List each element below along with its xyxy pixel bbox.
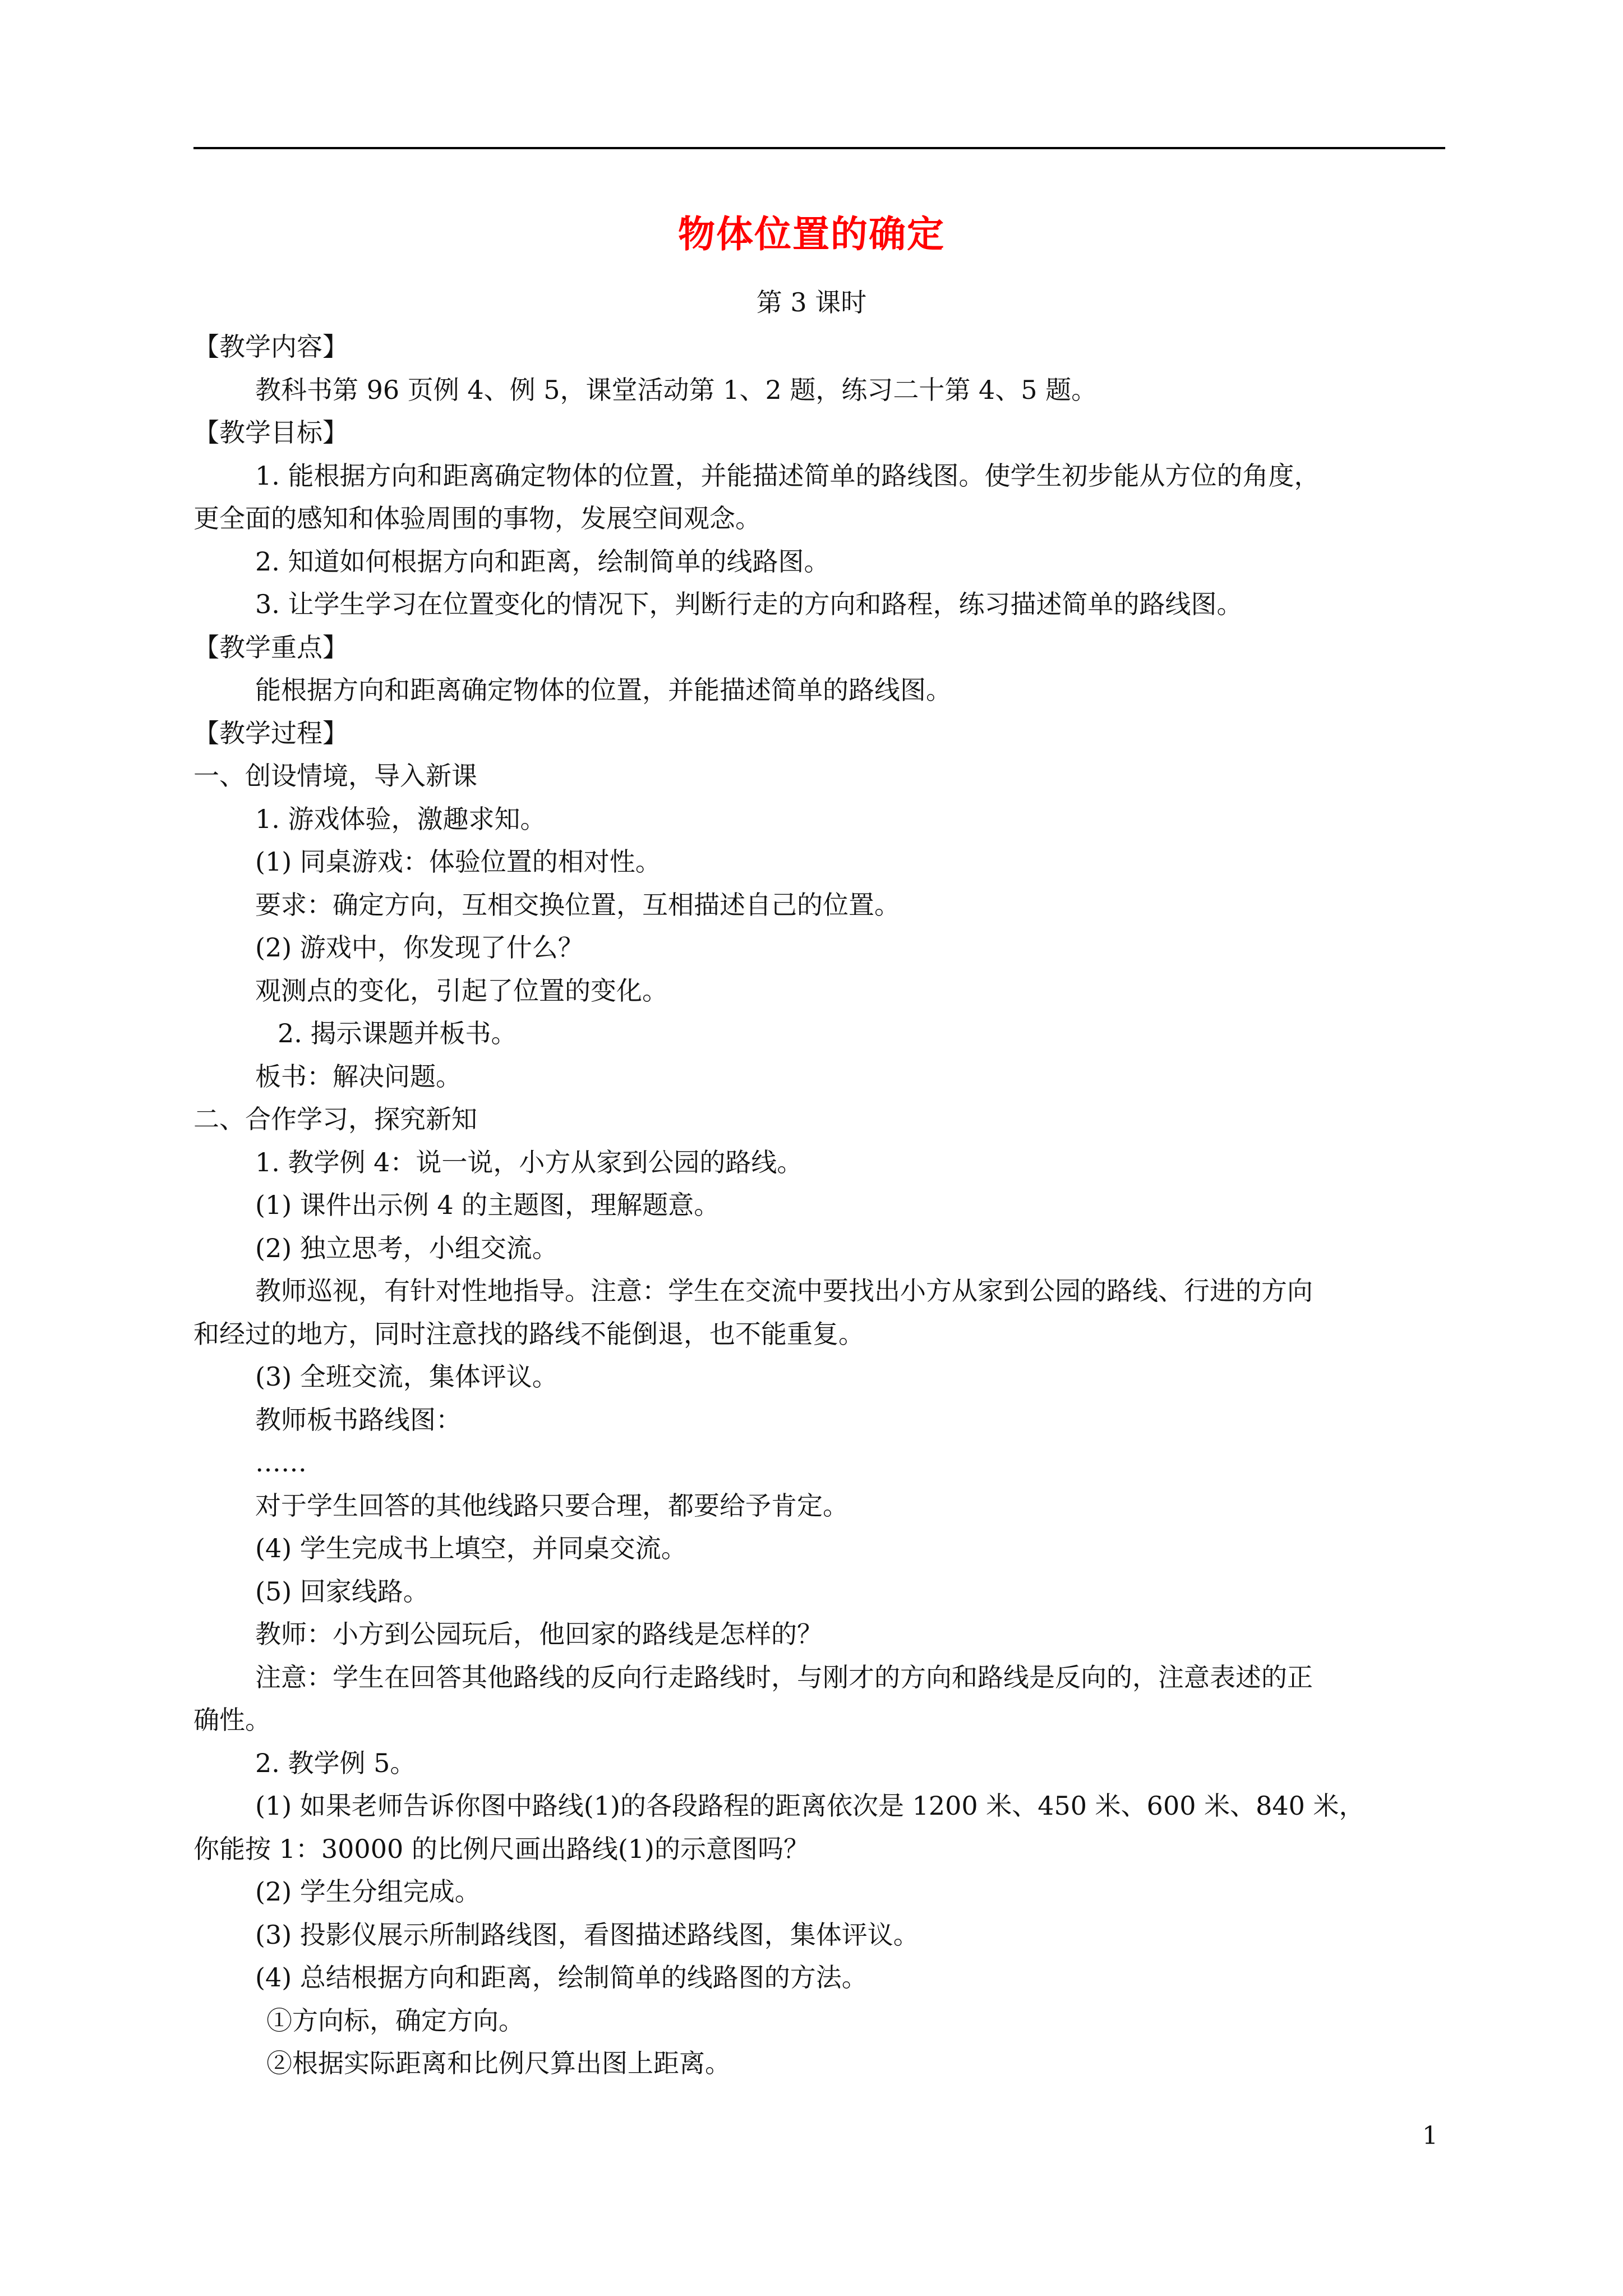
text-line: 你能按 1：30000 的比例尺画出路线(1)的示意图吗？ (193, 1833, 810, 1864)
text-line: 【教学目标】 (193, 417, 348, 448)
text-line: 1. 能根据方向和距离确定物体的位置，并能描述简单的路线图。使学生初步能从方位的角度， (255, 460, 1320, 491)
text-line: (4) 学生完成书上填空，并同桌交流。 (255, 1533, 687, 1563)
text-line: (5) 回家线路。 (255, 1576, 429, 1607)
text-line: (1) 如果老师告诉你图中路线(1)的各段路程的距离依次是 1200 米、450 米、600 米、840 米， (255, 1791, 1365, 1821)
document-title: 物体位置的确定 (678, 212, 945, 256)
text-line: 能根据方向和距离确定物体的位置，并能描述简单的路线图。 (255, 675, 952, 705)
text-line: 1. 游戏体验，激趣求知。 (255, 803, 546, 834)
text-line: 教科书第 96 页例 4、例 5，课堂活动第 1、2 题，练习二十第 4、5 题。 (255, 374, 1098, 405)
text-line: 和经过的地方，同时注意找的路线不能倒退，也不能重复。 (193, 1318, 864, 1349)
text-line: 一、创设情境，导入新课 (193, 761, 477, 791)
text-line: 注意：学生在回答其他路线的反向行走路线时，与刚才的方向和路线是反向的，注意表述的正 (255, 1662, 1313, 1692)
text-line: ②根据实际距离和比例尺算出图上距离。 (266, 2048, 731, 2078)
text-line: 2. 知道如何根据方向和距离，绘制简单的线路图。 (255, 546, 830, 577)
text-line: 更全面的感知和体验周围的事物，发展空间观念。 (193, 503, 761, 533)
text-line: 3. 让学生学习在位置变化的情况下，判断行走的方向和路程，练习描述简单的路线图。 (255, 589, 1243, 619)
text-line: (3) 全班交流，集体评议。 (255, 1361, 558, 1392)
text-line: 【教学重点】 (193, 632, 348, 662)
text-line: 要求：确定方向，互相交换位置，互相描述自己的位置。 (255, 889, 900, 920)
text-line: 2. 揭示课题并板书。 (278, 1018, 517, 1048)
text-line: (2) 学生分组完成。 (255, 1876, 481, 1907)
text-line: 教师：小方到公园玩后，他回家的路线是怎样的？ (255, 1619, 823, 1649)
text-line: (2) 游戏中，你发现了什么？ (255, 932, 584, 963)
text-line: 1. 教学例 4：说一说，小方从家到公园的路线。 (255, 1147, 803, 1177)
text-line: 观测点的变化，引起了位置的变化。 (255, 975, 668, 1006)
text-line: (1) 课件出示例 4 的主题图，理解题意。 (255, 1190, 720, 1220)
text-line: (3) 投影仪展示所制路线图，看图描述路线图，集体评议。 (255, 1919, 919, 1950)
text-line: 板书：解决问题。 (255, 1061, 462, 1092)
text-line: 教师巡视，有针对性地指导。注意：学生在交流中要找出小方从家到公园的路线、行进的方向 (255, 1276, 1313, 1306)
text-line: 二、合作学习，探究新知 (193, 1104, 477, 1134)
text-line: 【教学内容】 (193, 332, 348, 362)
text-line: (2) 独立思考，小组交流。 (255, 1232, 558, 1263)
header-rule (193, 147, 1445, 149)
text-line: 【教学过程】 (193, 717, 348, 748)
document-subtitle: 第 3 课时 (756, 287, 867, 318)
text-line: 2. 教学例 5。 (255, 1747, 416, 1778)
text-line: 确性。 (193, 1705, 271, 1735)
page-number: 1 (1422, 2122, 1438, 2150)
text-line: (1) 同桌游戏：体验位置的相对性。 (255, 846, 661, 877)
text-line: 对于学生回答的其他线路只要合理，都要给予肯定。 (255, 1490, 849, 1521)
text-line: 教师板书路线图： (255, 1404, 462, 1435)
text-line: (4) 总结根据方向和距离，绘制简单的线路图的方法。 (255, 1962, 868, 1993)
text-line: …… (255, 1447, 307, 1478)
document-body (193, 325, 1445, 2085)
text-line: ①方向标，确定方向。 (266, 2005, 524, 2036)
